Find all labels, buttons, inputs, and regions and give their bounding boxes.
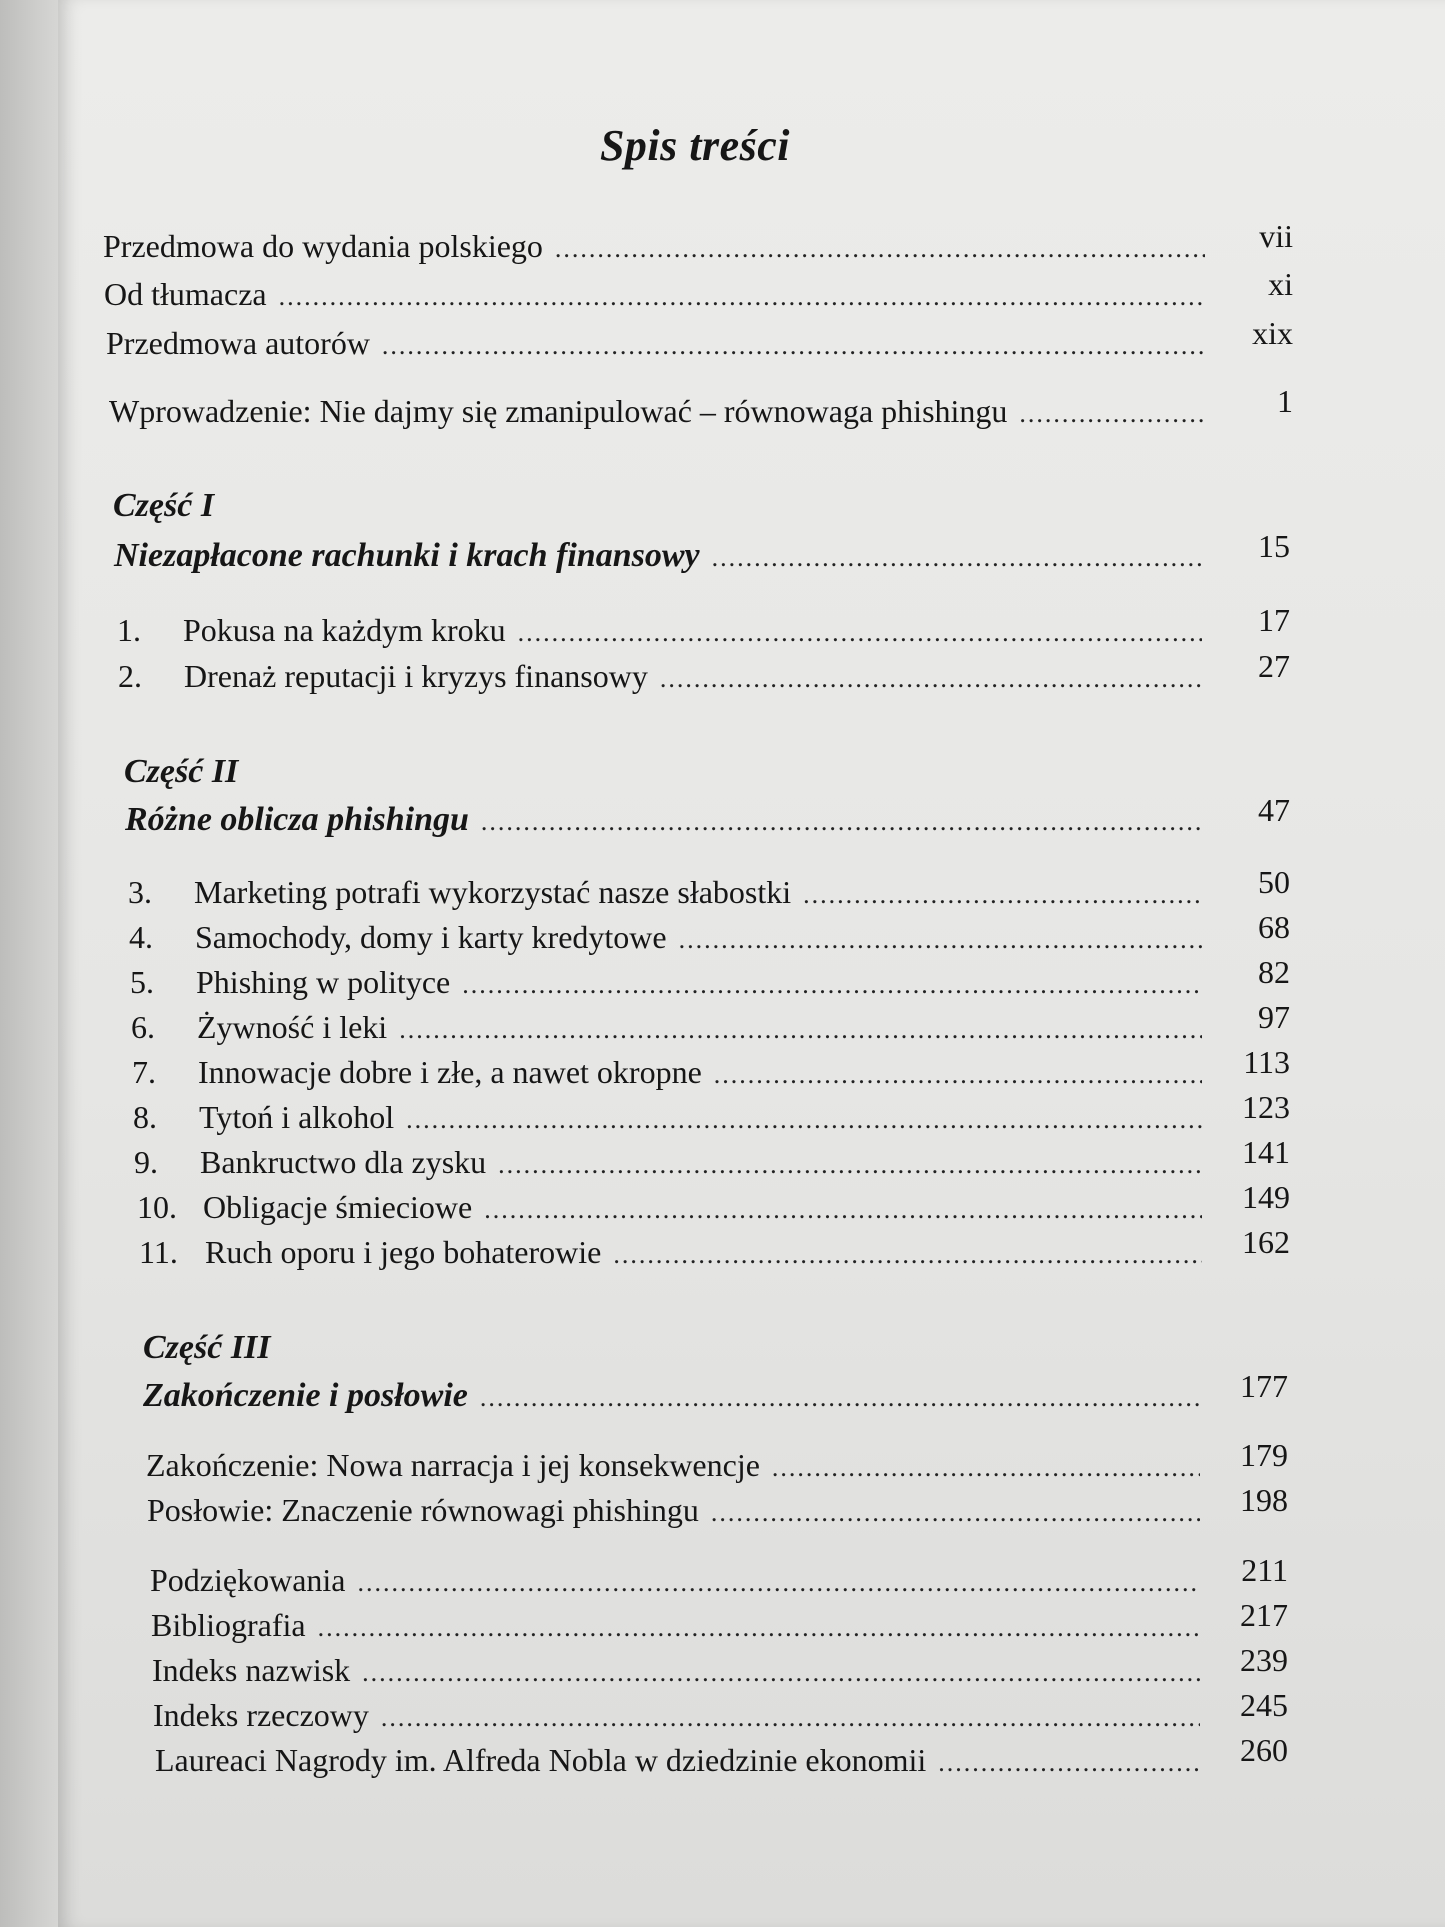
- dot-leader: [358, 1563, 1201, 1603]
- toc-entry-text: Wprowadzenie: Nie dajmy się zmanipulować – równowaga phishingu: [109, 393, 1008, 429]
- chapter-number: 9.: [134, 1144, 158, 1180]
- toc-page-number: 177: [1240, 1368, 1288, 1404]
- dot-leader: [772, 1448, 1200, 1488]
- toc-page-number: vii: [1259, 218, 1293, 254]
- toc-page-number: 68: [1258, 909, 1290, 945]
- toc-page-number: 50: [1258, 864, 1290, 900]
- dot-leader: [712, 538, 1202, 578]
- toc-entry-chapter: [131, 999, 1290, 1050]
- chapter-number: 4.: [129, 919, 153, 955]
- toc-page-number: 17: [1258, 602, 1290, 638]
- dot-leader: [1019, 394, 1205, 434]
- dot-leader: [318, 1608, 1200, 1648]
- dot-leader: [714, 1055, 1202, 1095]
- toc-entry-text: Innowacje dobre i złe, a nawet okropne: [198, 1054, 702, 1090]
- part-label: Część I: [113, 487, 215, 524]
- toc-entry-chapter: [130, 954, 1290, 1005]
- dot-leader: [498, 1145, 1202, 1185]
- toc-entry-text: Przedmowa autorów: [106, 325, 370, 361]
- toc-page-number: 123: [1242, 1089, 1290, 1125]
- toc-page-number: 260: [1240, 1732, 1288, 1768]
- toc-page-number: 149: [1242, 1179, 1290, 1215]
- dot-leader: [938, 1743, 1200, 1783]
- toc-page-number: 141: [1242, 1134, 1290, 1170]
- dot-leader: [406, 1100, 1202, 1140]
- toc-page-number: 15: [1258, 528, 1290, 564]
- page-title: Spis treści: [599, 121, 791, 170]
- dot-leader: [382, 326, 1205, 366]
- toc-page-number: 47: [1258, 792, 1290, 828]
- dot-leader: [613, 1235, 1202, 1275]
- dot-leader: [399, 1010, 1202, 1050]
- toc-page-number: 217: [1240, 1597, 1288, 1633]
- dot-leader: [362, 1653, 1200, 1693]
- dot-leader: [481, 802, 1202, 842]
- toc-entry-part-title: [143, 1368, 1288, 1418]
- toc-entry-text: Bankructwo dla zysku: [200, 1144, 487, 1180]
- toc-entry-text: Marketing potrafi wykorzystać nasze słabostki: [194, 874, 792, 910]
- chapter-number: 6.: [131, 1009, 155, 1045]
- chapter-number: 8.: [133, 1099, 157, 1135]
- toc-page-number: 211: [1241, 1552, 1288, 1588]
- toc-entry-chapter: [137, 1179, 1290, 1230]
- dot-leader: [803, 875, 1202, 915]
- toc-page-number: 97: [1258, 999, 1290, 1035]
- toc-entry-text: Tytoń i alkohol: [199, 1099, 395, 1135]
- toc-entry-text: Obligacje śmieciowe: [203, 1189, 473, 1225]
- chapter-number: 3.: [128, 874, 152, 910]
- chapter-number: 5.: [130, 964, 154, 1000]
- toc-page-number: 113: [1243, 1044, 1290, 1080]
- toc-entry-text: Żywność i leki: [197, 1009, 388, 1045]
- toc-page-number: xi: [1268, 266, 1293, 302]
- dot-leader: [555, 229, 1205, 269]
- dot-leader: [679, 920, 1202, 960]
- toc-entry-chapter: [118, 648, 1290, 699]
- toc-entry-text: Zakończenie: Nowa narracja i jej konsekwencje: [146, 1447, 760, 1483]
- toc-page-number: 245: [1240, 1687, 1288, 1723]
- chapter-number: 1.: [117, 612, 141, 648]
- toc-entry-part-title: [114, 528, 1290, 578]
- toc-entry-text: Samochody, domy i karty kredytowe: [195, 919, 667, 955]
- dot-leader: [381, 1698, 1200, 1738]
- toc-page-number: 162: [1242, 1224, 1290, 1260]
- chapter-number: 7.: [132, 1054, 156, 1090]
- toc-entry-chapter: [129, 909, 1290, 960]
- toc-entry-text: Ruch oporu i jego bohaterowie: [205, 1234, 602, 1270]
- toc-entry-text: Niezapłacone rachunki i krach finansowy: [114, 537, 700, 574]
- toc-entry-text: Pokusa na każdym kroku: [183, 612, 506, 648]
- dot-leader: [484, 1190, 1202, 1230]
- dot-leader: [279, 277, 1205, 317]
- toc-entry-conclusion: [146, 1437, 1288, 1488]
- toc-entry-text: Zakończenie i posłowie: [143, 1377, 468, 1414]
- toc-page-number: 1: [1277, 383, 1293, 419]
- toc-entry-chapter: [128, 864, 1290, 915]
- toc-entry-text: Przedmowa do wydania polskiego: [103, 228, 543, 264]
- dot-leader: [480, 1378, 1200, 1418]
- toc-entry-front-authors-preface: [106, 315, 1293, 366]
- toc-entry-afterword: [147, 1482, 1288, 1533]
- dot-leader: [660, 659, 1202, 699]
- toc-entry-chapter: [117, 602, 1290, 653]
- toc-page-number: 27: [1258, 648, 1290, 684]
- toc-entry-chapter: [133, 1089, 1290, 1140]
- toc-entry-front-preface-polish: [103, 218, 1293, 269]
- toc-entry-chapter: [139, 1224, 1290, 1275]
- dot-leader: [711, 1493, 1200, 1533]
- part-label: Część II: [124, 753, 239, 790]
- toc-entry-text: Posłowie: Znaczenie równowagi phishingu: [147, 1492, 699, 1528]
- toc-entry-text: Różne oblicza phishingu: [125, 801, 469, 838]
- toc-entry-text: Od tłumacza: [104, 276, 267, 312]
- toc-entry-front-introduction: [109, 383, 1293, 434]
- toc-page-number: 198: [1240, 1482, 1288, 1518]
- toc-entry-text: Laureaci Nagrody im. Alfreda Nobla w dziedzinie ekonomii: [155, 1742, 927, 1778]
- toc-entry-text: Podziękowania: [150, 1562, 346, 1598]
- toc-entry-chapter: [132, 1044, 1290, 1095]
- dot-leader: [518, 613, 1202, 653]
- chapter-number: 2.: [118, 658, 142, 694]
- toc-page-number: xix: [1252, 315, 1293, 351]
- toc-entry-chapter: [134, 1134, 1290, 1185]
- toc-page-number: 179: [1240, 1437, 1288, 1473]
- toc-entry-acknowledgements: [150, 1552, 1288, 1603]
- toc-entry-front-translator: [104, 266, 1293, 317]
- toc-page-number: 239: [1240, 1642, 1288, 1678]
- toc-page-number: 82: [1258, 954, 1290, 990]
- toc-entry-text: Indeks nazwisk: [152, 1652, 351, 1688]
- chapter-number: 10.: [137, 1189, 177, 1225]
- toc-entry-name-index: [152, 1642, 1288, 1693]
- toc-entry-text: Drenaż reputacji i kryzys finansowy: [184, 658, 648, 694]
- toc-entry-bibliography: [151, 1597, 1288, 1648]
- toc-entry-nobel-laureates: [155, 1732, 1288, 1783]
- chapter-number: 11.: [139, 1234, 178, 1270]
- toc-entry-text: Indeks rzeczowy: [153, 1697, 369, 1733]
- toc-entry-subject-index: [153, 1687, 1288, 1738]
- dot-leader: [462, 965, 1202, 1005]
- toc-entry-text: Bibliografia: [151, 1607, 306, 1643]
- toc-entry-text: Phishing w polityce: [196, 964, 451, 1000]
- part-label: Część III: [143, 1329, 271, 1366]
- toc-entry-part-title: [125, 792, 1290, 842]
